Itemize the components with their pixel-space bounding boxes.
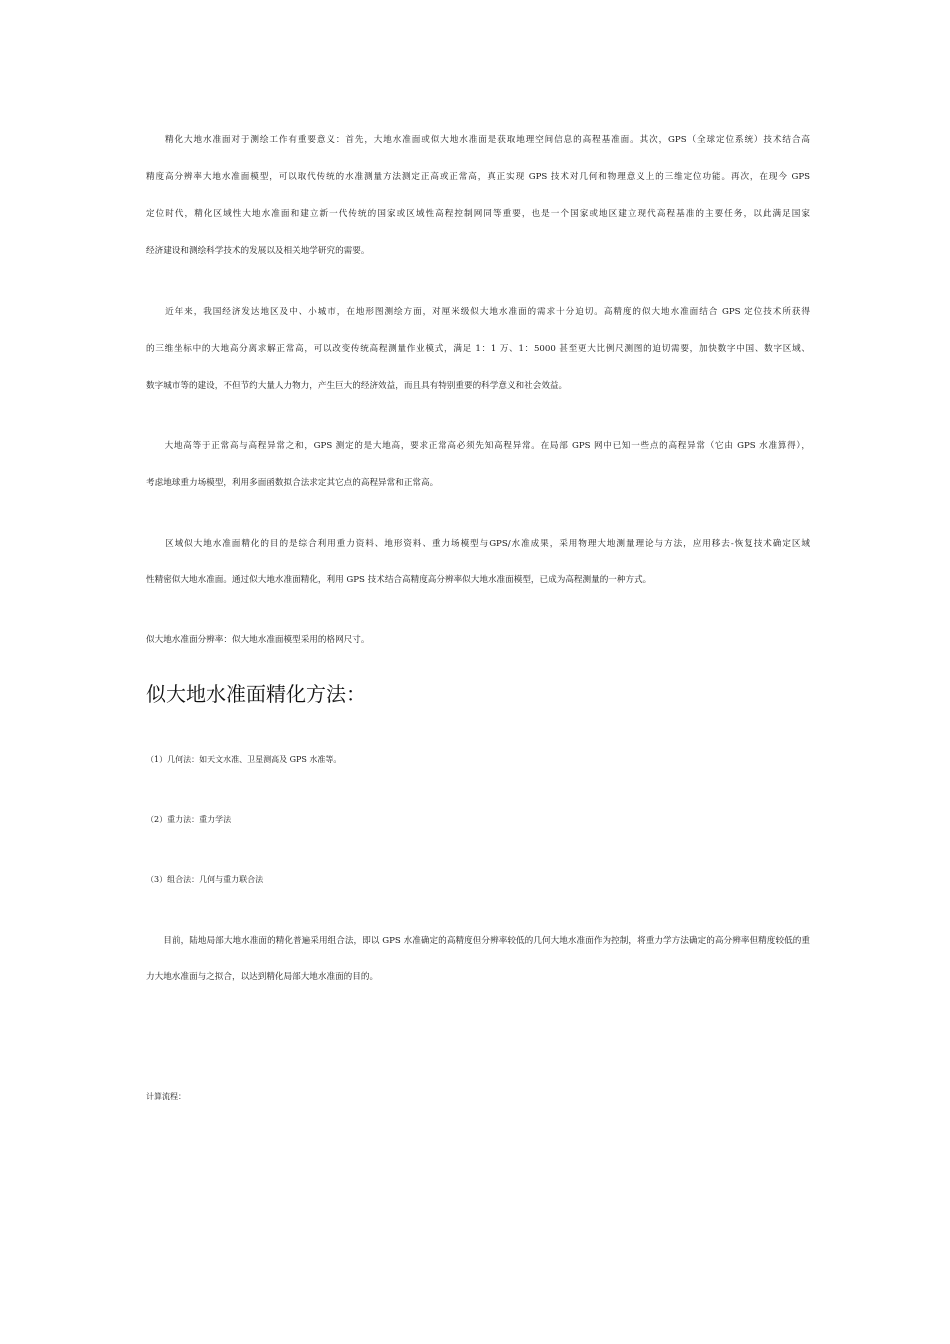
method-item-gravimetric: （2）重力法：重力学法 [146, 815, 232, 824]
paragraph-5-line-1: 目前，陆地局部大地水准面的精化普遍采用组合法，即以 GPS 水准确定的高精度但分辨率较低的几何大地水准面作为控制，将重力学方法确定的高分辨率但精度较低的重 [146, 936, 810, 946]
paragraph-2-line-2: 的三维坐标中的大地高分离求解正常高，可以改变传统高程测量作业模式，满足 1：1 万、1：5000 甚至更大比例尺测图的迫切需要，加快数字中国、数字区域、 [146, 344, 810, 354]
paragraph-2-line-3: 数字城市等的建设，不但节约大量人力物力，产生巨大的经济效益，而且具有特别重要的科学意义和社会效益。 [146, 381, 568, 391]
calculation-flow-label: 计算流程： [146, 1092, 186, 1101]
paragraph-5-line-2: 力大地水准面与之拟合，以达到精化局部大地水准面的目的。 [146, 972, 379, 982]
paragraph-2-line-1: 近年来，我国经济发达地区及中、小城市，在地形图测绘方面，对厘米级似大地水准面的需求十分迫切。高精度的似大地水准面结合 GPS 定位技术所获得 [146, 307, 810, 317]
paragraph-1-line-2: 精度高分辨率大地水准面模型，可以取代传统的水准测量方法测定正高或正常高，真正实现 GPS 技术对几何和物理意义上的三维定位功能。再次，在现今 GPS [146, 172, 810, 182]
paragraph-1-line-1: 精化大地水准面对于测绘工作有重要意义：首先，大地水准面或似大地水准面是获取地理空间信息的高程基准面。其次，GPS（全球定位系统）技术结合高 [146, 135, 810, 145]
paragraph-1-line-3: 定位时代，精化区域性大地水准面和建立新一代传统的国家或区域性高程控制网同等重要，也是一个国家或地区建立现代高程基准的主要任务，以此满足国家 [146, 209, 810, 219]
paragraph-1-line-4: 经济建设和测绘科学技术的发展以及相关地学研究的需要。 [146, 246, 370, 256]
paragraph-4-line-1: 区域似大地水准面精化的目的是综合利用重力资料、地形资料、重力场模型与GPS/水准成果，采用物理大地测量理论与方法，应用移去-恢复技术确定区域 [146, 539, 810, 549]
section-heading: 似大地水准面精化方法： [146, 682, 366, 706]
method-item-geometric: （1）几何法：如天文水准、卫星测高及 GPS 水准等。 [146, 755, 342, 764]
method-item-combined: （3）组合法：几何与重力联合法 [146, 875, 264, 884]
paragraph-4-line-2: 性精密似大地水准面。通过似大地水准面精化，利用 GPS 技术结合高精度高分辨率似大地水准面模型，已成为高程测量的一种方式。 [146, 575, 652, 585]
paragraph-3-line-1: 大地高等于正常高与高程异常之和，GPS 测定的是大地高，要求正常高必须先知高程异常。在局部 GPS 网中已知一些点的高程异常（它由 GPS 水准算得）， [146, 441, 810, 451]
paragraph-3-line-2: 考虑地球重力场模型，利用多面函数拟合法求定其它点的高程异常和正常高。 [146, 478, 439, 488]
resolution-definition: 似大地水准面分辨率：似大地水准面模型采用的格网尺寸。 [146, 635, 370, 645]
